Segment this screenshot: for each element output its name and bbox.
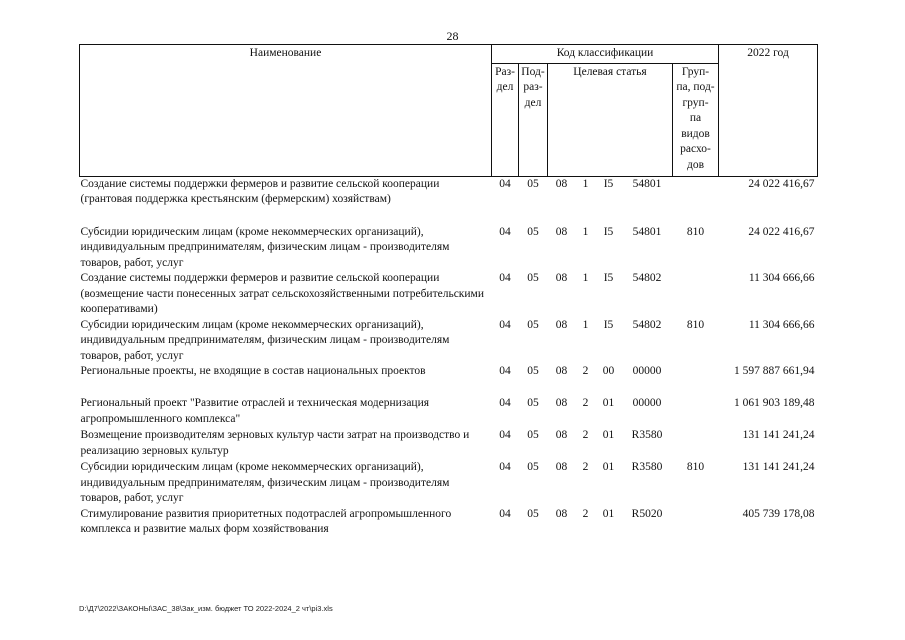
row-name: Субсидии юридическим лицам (кроме некоммерческих организаций), индивидуальным предпринимателям, физическим лицам - производителям товаров, работ, услуг — [80, 461, 450, 504]
row-target-project: 01 — [602, 397, 615, 409]
row-expense-group — [673, 364, 719, 396]
row-podrazdel: 05 — [527, 461, 539, 473]
header-subsection-text: Под- раз- дел — [521, 65, 545, 109]
row-target-subprogram: 2 — [582, 397, 589, 409]
row-target-program: 08 — [555, 429, 568, 441]
header-year: 2022 год — [719, 45, 818, 177]
row-target-subprogram: 1 — [582, 177, 589, 190]
row-target-program: 08 — [555, 225, 568, 238]
row-target-subprogram: 1 — [582, 272, 589, 284]
row-target-direction: 54801 — [632, 225, 662, 238]
row-razdel: 04 — [499, 507, 511, 520]
table-row — [80, 396, 818, 428]
row-target-program: 08 — [555, 272, 568, 284]
row-razdel: 04 — [499, 318, 511, 331]
row-podrazdel: 05 — [527, 507, 539, 520]
header-name: Наименование — [80, 45, 492, 177]
table-row — [80, 318, 818, 365]
row-target-project: 01 — [602, 507, 615, 520]
row-podrazdel: 05 — [527, 177, 539, 190]
row-expense-group: 810 — [686, 461, 705, 473]
row-target-subprogram: 2 — [582, 461, 589, 473]
row-podrazdel: 05 — [527, 429, 539, 441]
row-target-program: 08 — [555, 365, 568, 377]
row-target-direction: 54801 — [632, 177, 662, 190]
header-group — [673, 63, 719, 176]
header-target: Целевая статья — [548, 63, 673, 176]
table-row — [80, 507, 818, 539]
header-subsection — [519, 63, 548, 176]
row-target-subprogram: 1 — [582, 318, 589, 331]
header-row-top — [80, 45, 818, 64]
page-number: 28 — [446, 29, 459, 43]
row-amount: 11 304 666,66 — [748, 318, 815, 331]
table-row — [80, 176, 818, 225]
row-target-program: 08 — [555, 177, 568, 190]
row-expense-group — [673, 271, 719, 318]
row-target-direction: R5020 — [631, 507, 663, 520]
row-target-program: 08 — [555, 397, 568, 409]
row-target-project: I5 — [603, 318, 614, 331]
row-target-program: 08 — [555, 461, 568, 473]
budget-table — [79, 44, 818, 539]
row-target-subprogram: 2 — [582, 429, 589, 441]
row-razdel: 04 — [499, 397, 511, 409]
row-amount: 11 304 666,66 — [748, 272, 815, 284]
table-row — [80, 225, 818, 272]
row-name: Региональные проекты, не входящие в состав национальных проектов — [80, 365, 426, 377]
row-target-project: I5 — [603, 272, 614, 284]
table-row — [80, 460, 818, 507]
row-amount: 1 597 887 661,94 — [734, 365, 815, 377]
row-podrazdel: 05 — [527, 272, 539, 284]
row-name: Создание системы поддержки фермеров и развитие сельской кооперации (грантовая поддержка крестьянским (фермерским) хозяйствам) — [80, 177, 440, 205]
row-podrazdel: 05 — [527, 225, 539, 238]
row-target-direction: R3580 — [631, 429, 663, 441]
row-razdel: 04 — [499, 225, 511, 238]
row-expense-group — [673, 428, 719, 460]
row-name: Региональный проект "Развитие отраслей и техническая модернизация агропромышленного комплекса" — [80, 397, 430, 425]
row-target-subprogram: 2 — [582, 365, 589, 377]
row-razdel: 04 — [499, 461, 511, 473]
row-expense-group — [673, 176, 719, 225]
row-podrazdel: 05 — [527, 365, 539, 377]
table-row — [80, 428, 818, 460]
row-podrazdel: 05 — [527, 318, 539, 331]
row-amount: 131 141 241,24 — [742, 461, 815, 473]
row-name: Субсидии юридическим лицам (кроме некоммерческих организаций), индивидуальным предпринимателям, физическим лицам - производителям товаров, работ, услуг — [80, 225, 450, 269]
table-row — [80, 364, 818, 396]
row-expense-group: 810 — [686, 318, 705, 331]
row-target-direction: 00000 — [632, 397, 662, 409]
row-name: Возмещение производителям зерновых культур части затрат на производство и реализацию зерновых культур — [80, 429, 470, 457]
row-target-subprogram: 2 — [582, 507, 589, 520]
table-row — [80, 271, 818, 318]
row-target-project: I5 — [603, 177, 614, 190]
row-target-direction: 54802 — [632, 272, 662, 284]
row-target-project: 00 — [602, 365, 615, 377]
table-body — [80, 176, 818, 539]
file-path: D:\Д7\2022\ЗАКОНЫ\ЗАС_38\Зак_изм. бюджет ТО 2022-2024_2 чт\рі3.xls — [79, 604, 333, 613]
row-target-program: 08 — [555, 507, 568, 520]
row-amount: 24 022 416,67 — [748, 177, 815, 190]
row-expense-group: 810 — [686, 225, 705, 238]
row-expense-group — [673, 396, 719, 428]
row-amount: 405 739 178,08 — [742, 507, 815, 520]
row-target-program: 08 — [555, 318, 568, 331]
header-classification: Код классификации — [492, 45, 719, 64]
row-razdel: 04 — [499, 177, 511, 190]
row-razdel: 04 — [499, 365, 511, 377]
row-name: Субсидии юридическим лицам (кроме некоммерческих организаций), индивидуальным предпринимателям, физическим лицам - производителям товаров, работ, услуг — [80, 318, 450, 362]
row-expense-group — [673, 507, 719, 539]
row-podrazdel: 05 — [527, 397, 539, 409]
row-target-project: 01 — [602, 429, 615, 441]
header-section-text: Раз- дел — [495, 65, 515, 93]
row-name: Создание системы поддержки фермеров и развитие сельской кооперации (возмещение части понесенных затрат сельскохозяйственными потребительскими кооперативами) — [80, 272, 484, 315]
header-section — [492, 63, 519, 176]
header-group-text: Груп- па, под- груп- па видов расхо- дов — [676, 65, 715, 171]
row-razdel: 04 — [499, 429, 511, 441]
row-razdel: 04 — [499, 272, 511, 284]
row-name: Стимулирование развития приоритетных подотраслей агропромышленного комплекса и развитие малых форм хозяйствования — [80, 507, 452, 535]
row-target-subprogram: 1 — [582, 225, 589, 238]
row-amount: 131 141 241,24 — [742, 429, 815, 441]
row-target-direction: R3580 — [631, 461, 663, 473]
row-target-direction: 00000 — [632, 365, 662, 377]
row-target-project: I5 — [603, 225, 614, 238]
row-amount: 1 061 903 189,48 — [734, 397, 815, 409]
row-target-project: 01 — [602, 461, 615, 473]
row-target-direction: 54802 — [632, 318, 662, 331]
row-amount: 24 022 416,67 — [748, 225, 815, 238]
